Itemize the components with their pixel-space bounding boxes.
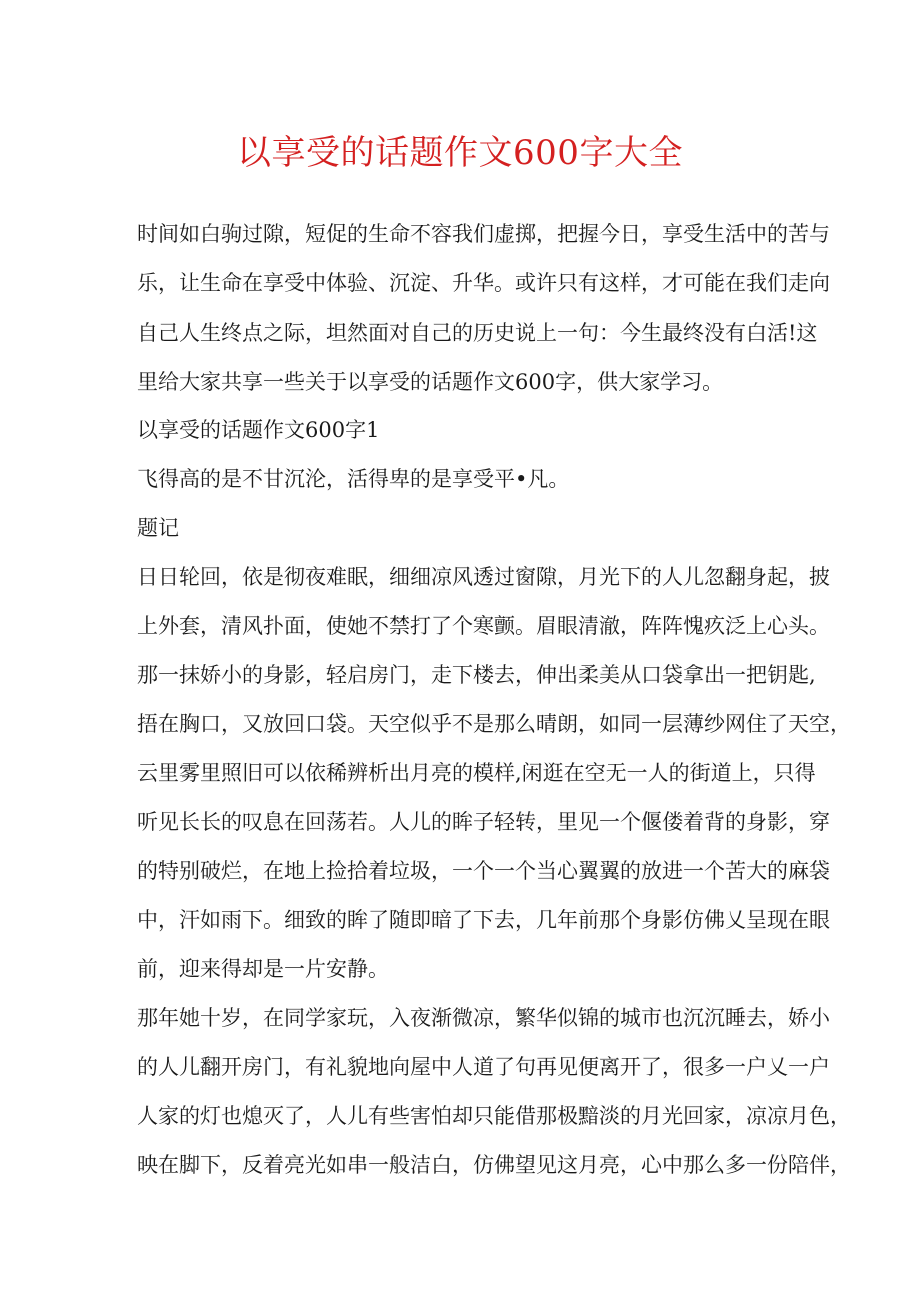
paragraph-line: 日日轮回，依是彻夜难眠，细细凉风透过窗隙，月光下的人儿忽翻身起，披 <box>137 565 830 589</box>
paragraph-line: 里给大家共享一些关于以享受的话题作文600字，供大家学习。 <box>137 370 724 394</box>
paragraph-line: 自己人生终点之际，坦然面对自己的历史说上一句：今生最终没有白活!这 <box>137 321 818 345</box>
paragraph-line: 人家的灯也熄灭了，人儿有些害怕却只能借那极黯淡的月光回家，凉凉月色， <box>137 1104 851 1128</box>
paragraph-line: 乐，让生命在享受中体验、沉淀、升华。或许只有这样，才可能在我们走向 <box>137 271 830 295</box>
epigraph-label: 题记 <box>137 516 179 540</box>
section-heading: 以享受的话题作文600字1 <box>137 418 380 442</box>
epigraph-line: 飞得高的是不甘沉沦，活得卑的是享受平•凡。 <box>137 467 570 491</box>
paragraph-line: 上外套，清风扑面，使她不禁打了个寒颤。眉眼清澈，阵阵愧疚泛上心头。 <box>137 614 830 638</box>
paragraph-line: 的特别破烂，在地上捡拾着垃圾，一个一个当心翼翼的放进一个苦大的麻袋 <box>137 859 830 883</box>
paragraph-line: 的人儿翻开房门，有礼貌地向屋中人道了句再见便离开了，很多一户乂一户 <box>137 1055 830 1079</box>
paragraph-line: 捂在胸口，又放回口袋。天空似乎不是那么晴朗，如同一层薄纱网住了天空， <box>137 712 851 736</box>
paragraph-line: 听见长长的叹息在回荡若。人儿的眸子轻转，里见一个偃偻着背的身影，穿 <box>137 810 830 834</box>
paragraph-line: 时间如白驹过隙，短促的生命不容我们虚掷，把握今日，享受生活中的苦与 <box>137 222 830 246</box>
paragraph-line: 那一抹娇小的身影，轻启房门，走下楼去，伸出柔美从口袋拿出一把钥匙, <box>137 663 816 687</box>
paragraph-line: 那年她十岁，在同学家玩，入夜渐微凉，繁华似锦的城市也沉沉睡去，娇小 <box>137 1006 830 1030</box>
paragraph-line: 映在脚下，反着亮光如串一般洁白，仿佛望见这月亮，心中那么多一份陪伴， <box>137 1153 851 1177</box>
paragraph-line: 云里雾里照旧可以依稀辨析出月亮的模样,闲逛在空无一人的街道上，只得 <box>137 761 816 785</box>
paragraph-line: 前，迎来得却是一片安静。 <box>137 957 389 981</box>
paragraph-line: 中，汗如雨下。细致的眸了随即暗了下去，几年前那个身影仿佛乂呈现在眼 <box>137 908 830 932</box>
document-title: 以享受的话题作文600字大全 <box>237 133 683 173</box>
